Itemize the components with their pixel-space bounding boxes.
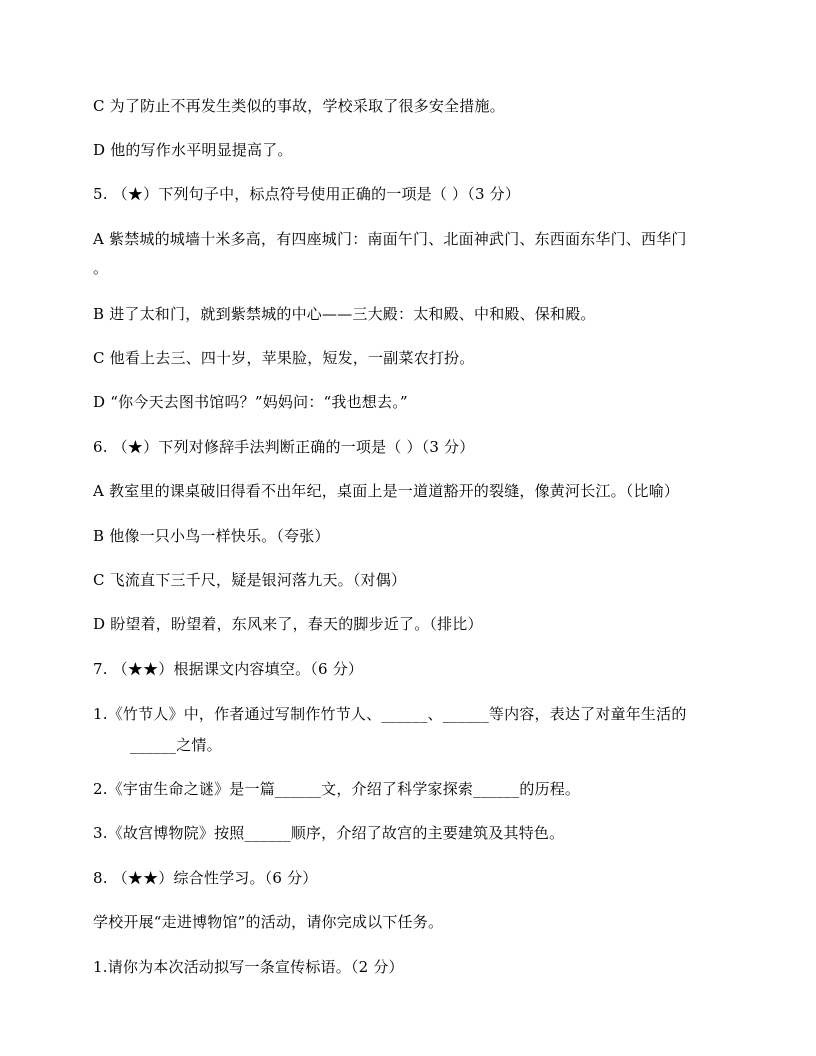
question-6-stem: 6. （★）下列对修辞手法判断正确的一项是（ ）（3 分） [93, 438, 475, 456]
question-8-intro: 学校开展“走进博物馆”的活动，请你完成以下任务。 [93, 913, 444, 931]
question-8-stem: 8. （★★）综合性学习。（6 分） [93, 869, 318, 887]
option-c-safety: C 为了防止不再发生类似的事故，学校采取了很多安全措施。 [93, 97, 505, 115]
question-7-item-2: 2.《宇宙生命之谜》是一篇______文，介绍了科学家探索______的历程。 [93, 780, 581, 798]
question-6-option-d: D 盼望着，盼望着，东风来了，春天的脚步近了。（排比） [93, 615, 483, 633]
question-5-stem: 5. （★）下列句子中，标点符号使用正确的一项是（ ）（3 分） [93, 185, 521, 203]
question-7-item-1: 1.《竹节人》中，作者通过写制作竹节人、______、______等内容，表达了对童年生活的 [93, 705, 687, 723]
question-5-option-d: D “你今天去图书馆吗？”妈妈问：“我也想去。” [93, 393, 408, 411]
question-7-item-1-continuation: ______之情。 [130, 736, 222, 754]
question-5-option-b: B 进了太和门，就到紫禁城的中心——三大殿：太和殿、中和殿、保和殿。 [93, 305, 596, 323]
option-d-writing: D 他的写作水平明显提高了。 [93, 141, 293, 159]
question-6-option-c: C 飞流直下三千尺，疑是银河落九天。（对偶） [93, 571, 407, 589]
question-5-option-c: C 他看上去三、四十岁，苹果脸，短发，一副菜农打扮。 [93, 349, 475, 367]
question-6-option-a: A 教室里的课桌破旧得看不出年纪，桌面上是一道道豁开的裂缝，像黄河长江。（比喻） [93, 482, 680, 500]
question-5-option-a: A 紫禁城的城墙十米多高，有四座城门：南面午门、北面神武门、东西面东华门、西华门 [93, 230, 687, 248]
question-5-option-a-continuation: 。 [93, 259, 109, 277]
question-6-option-b: B 他像一只小鸟一样快乐。（夸张） [93, 527, 330, 545]
question-8-task-1: 1.请你为本次活动拟写一条宣传标语。（2 分） [93, 958, 404, 976]
question-7-item-3: 3.《故宫博物院》按照______顺序，介绍了故宫的主要建筑及其特色。 [93, 824, 565, 842]
question-7-stem: 7. （★★）根据课文内容填空。（6 分） [93, 660, 364, 678]
